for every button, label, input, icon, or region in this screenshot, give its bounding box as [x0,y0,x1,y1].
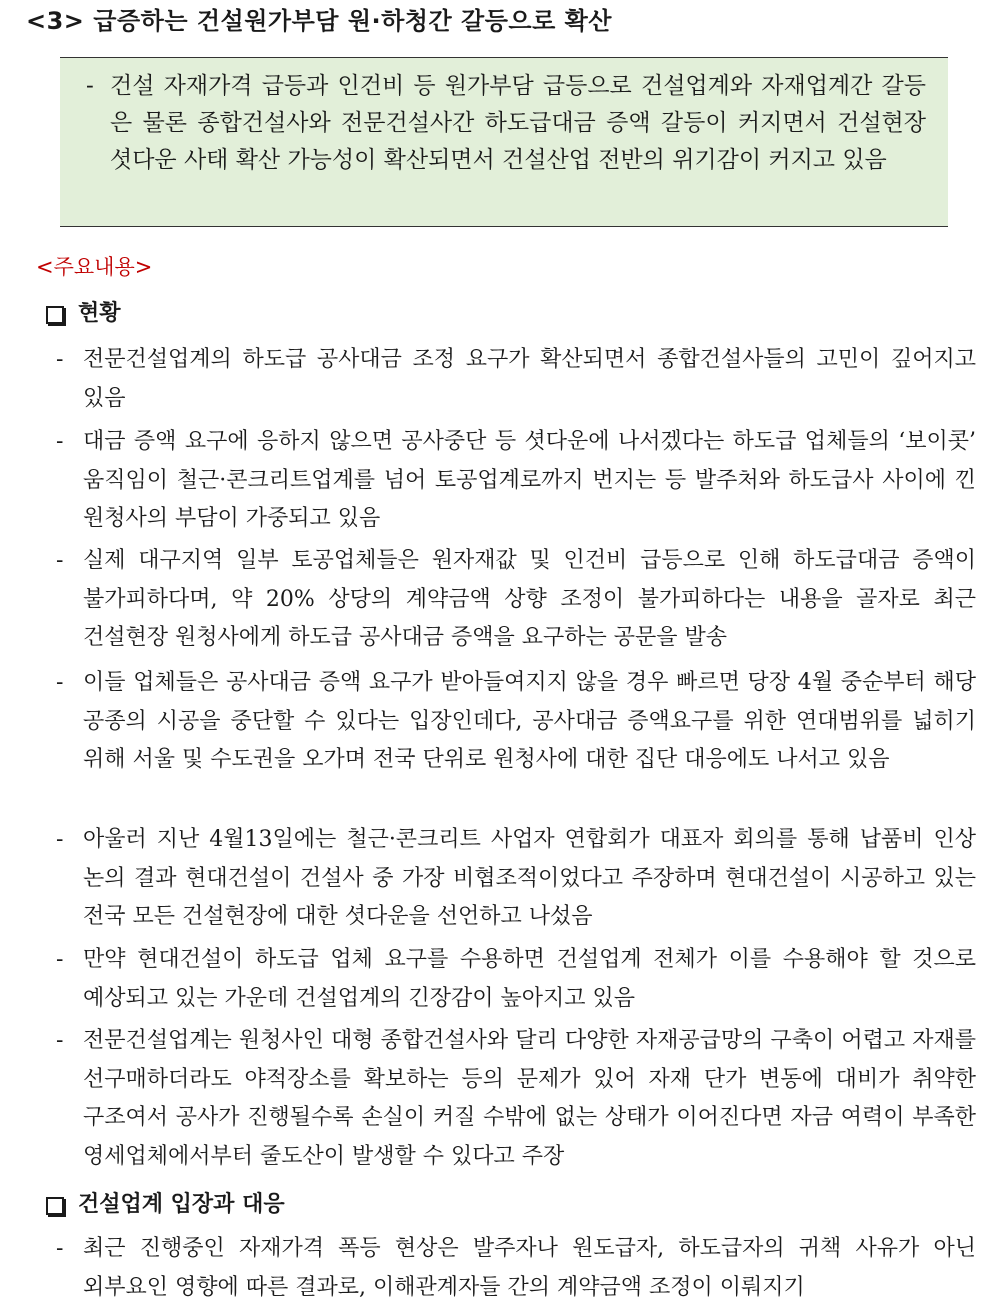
item-text: 대금 증액 요구에 응하지 않으면 공사중단 등 셧다운에 나서겠다는 하도급 업체들의 ‘보이콧’ 움직임이 철근·콘크리트업계를 넘어 토공업계로까지 번지는 등 발주처와 하도급사 사이에 낀 원청사의 부담이 가중되고 있음 [83,429,976,531]
list-item [56,821,976,937]
list-item [56,664,976,780]
list-item [56,1022,976,1176]
section-heading-industry-response [46,1189,285,1221]
list-item [56,341,976,418]
item-dash: - [56,670,64,695]
item-dash: - [56,827,64,852]
item-text: 이들 업체들은 공사대금 증액 요구가 받아들여지지 않을 경우 빠르면 당장 4월 중순부터 해당 공종의 시공을 중단할 수 있다는 입장인데다, 공사대금 증액요구를 위한 연대범위를 넓히기 위해 서울 및 수도권을 오가며 전국 단위로 원청사에 대한 집단 대응에도 나서고 있음 [83,670,976,772]
item-text: 최근 진행중인 자재가격 폭등 현상은 발주자나 원도급자, 하도급자의 귀책 사유가 아닌 외부요인 영향에 따른 결과로, 이해관계자들 간의 계약금액 조정이 이뤄지기 [83,1236,976,1300]
item-dash: - [56,947,64,972]
main-content-heading: <주요내용> [36,255,153,279]
item-text: 전문건설업계는 원청사인 대형 종합건설사와 달리 다양한 자재공급망의 구축이 어렵고 자재를 선구매하더라도 야적장소를 확보하는 등의 문제가 있어 자재 단가 변동에 대비가 취약한 구조여서 공사가 진행될수록 손실이 커질 수밖에 없는 상태가 이어진다면 자금 여력이 부족한 영세업체에서부터 줄도산이 발생할 수 있다고 주장 [83,1028,976,1169]
checkbox-bullet-icon [46,306,64,324]
item-text: 실제 대구지역 일부 토공업체들은 원자재값 및 인건비 급등으로 인해 하도급대금 증액이 불가피하다며, 약 20% 상당의 계약금액 상향 조정이 불가피하다는 내용을 골자로 최근 건설현장 원청사에게 하도급 공사대금 증액을 요구하는 공문을 발송 [83,548,976,650]
summary-box [60,57,948,227]
summary-dash: - [86,73,94,99]
item-dash: - [56,1028,64,1053]
item-dash: - [56,1236,64,1261]
item-text: 만약 현대건설이 하도급 업체 요구를 수용하면 건설업계 전체가 이를 수용해야 할 것으로 예상되고 있는 가운데 건설업계의 긴장감이 높아지고 있음 [83,947,976,1011]
list-item [56,941,976,1018]
checkbox-bullet-icon [46,1197,64,1215]
page-title: <3> 급증하는 건설원가부담 원·하청간 갈등으로 확산 [26,7,612,35]
item-dash: - [56,429,64,454]
item-text: 전문건설업계의 하도급 공사대금 조정 요구가 확산되면서 종합건설사들의 고민이 깊어지고 있음 [83,347,976,411]
summary-text: 건설 자재가격 급등과 인건비 등 원가부담 급등으로 건설업계와 자재업계간 갈등은 물론 종합건설사와 전문건설사간 하도급대금 증액 갈등이 커지면서 건설현장 셧다운 사태 확산 가능성이 확산되면서 건설산업 전반의 위기감이 커지고 있음 [110,73,926,173]
item-dash: - [56,347,64,372]
section-heading-status [46,298,121,330]
list-item [56,423,976,539]
section-title: 현황 [78,301,121,326]
list-item [56,542,976,658]
item-dash: - [56,548,64,573]
list-item [56,1230,976,1307]
section-title: 건설업계 입장과 대응 [78,1192,285,1217]
item-text: 아울러 지난 4월13일에는 철근·콘크리트 사업자 연합회가 대표자 회의를 통해 납품비 인상 논의 결과 현대건설이 건설사 중 가장 비협조적이었다고 주장하며 현대건설이 시공하고 있는 전국 모든 건설현장에 대한 셧다운을 선언하고 나섰음 [83,827,976,929]
